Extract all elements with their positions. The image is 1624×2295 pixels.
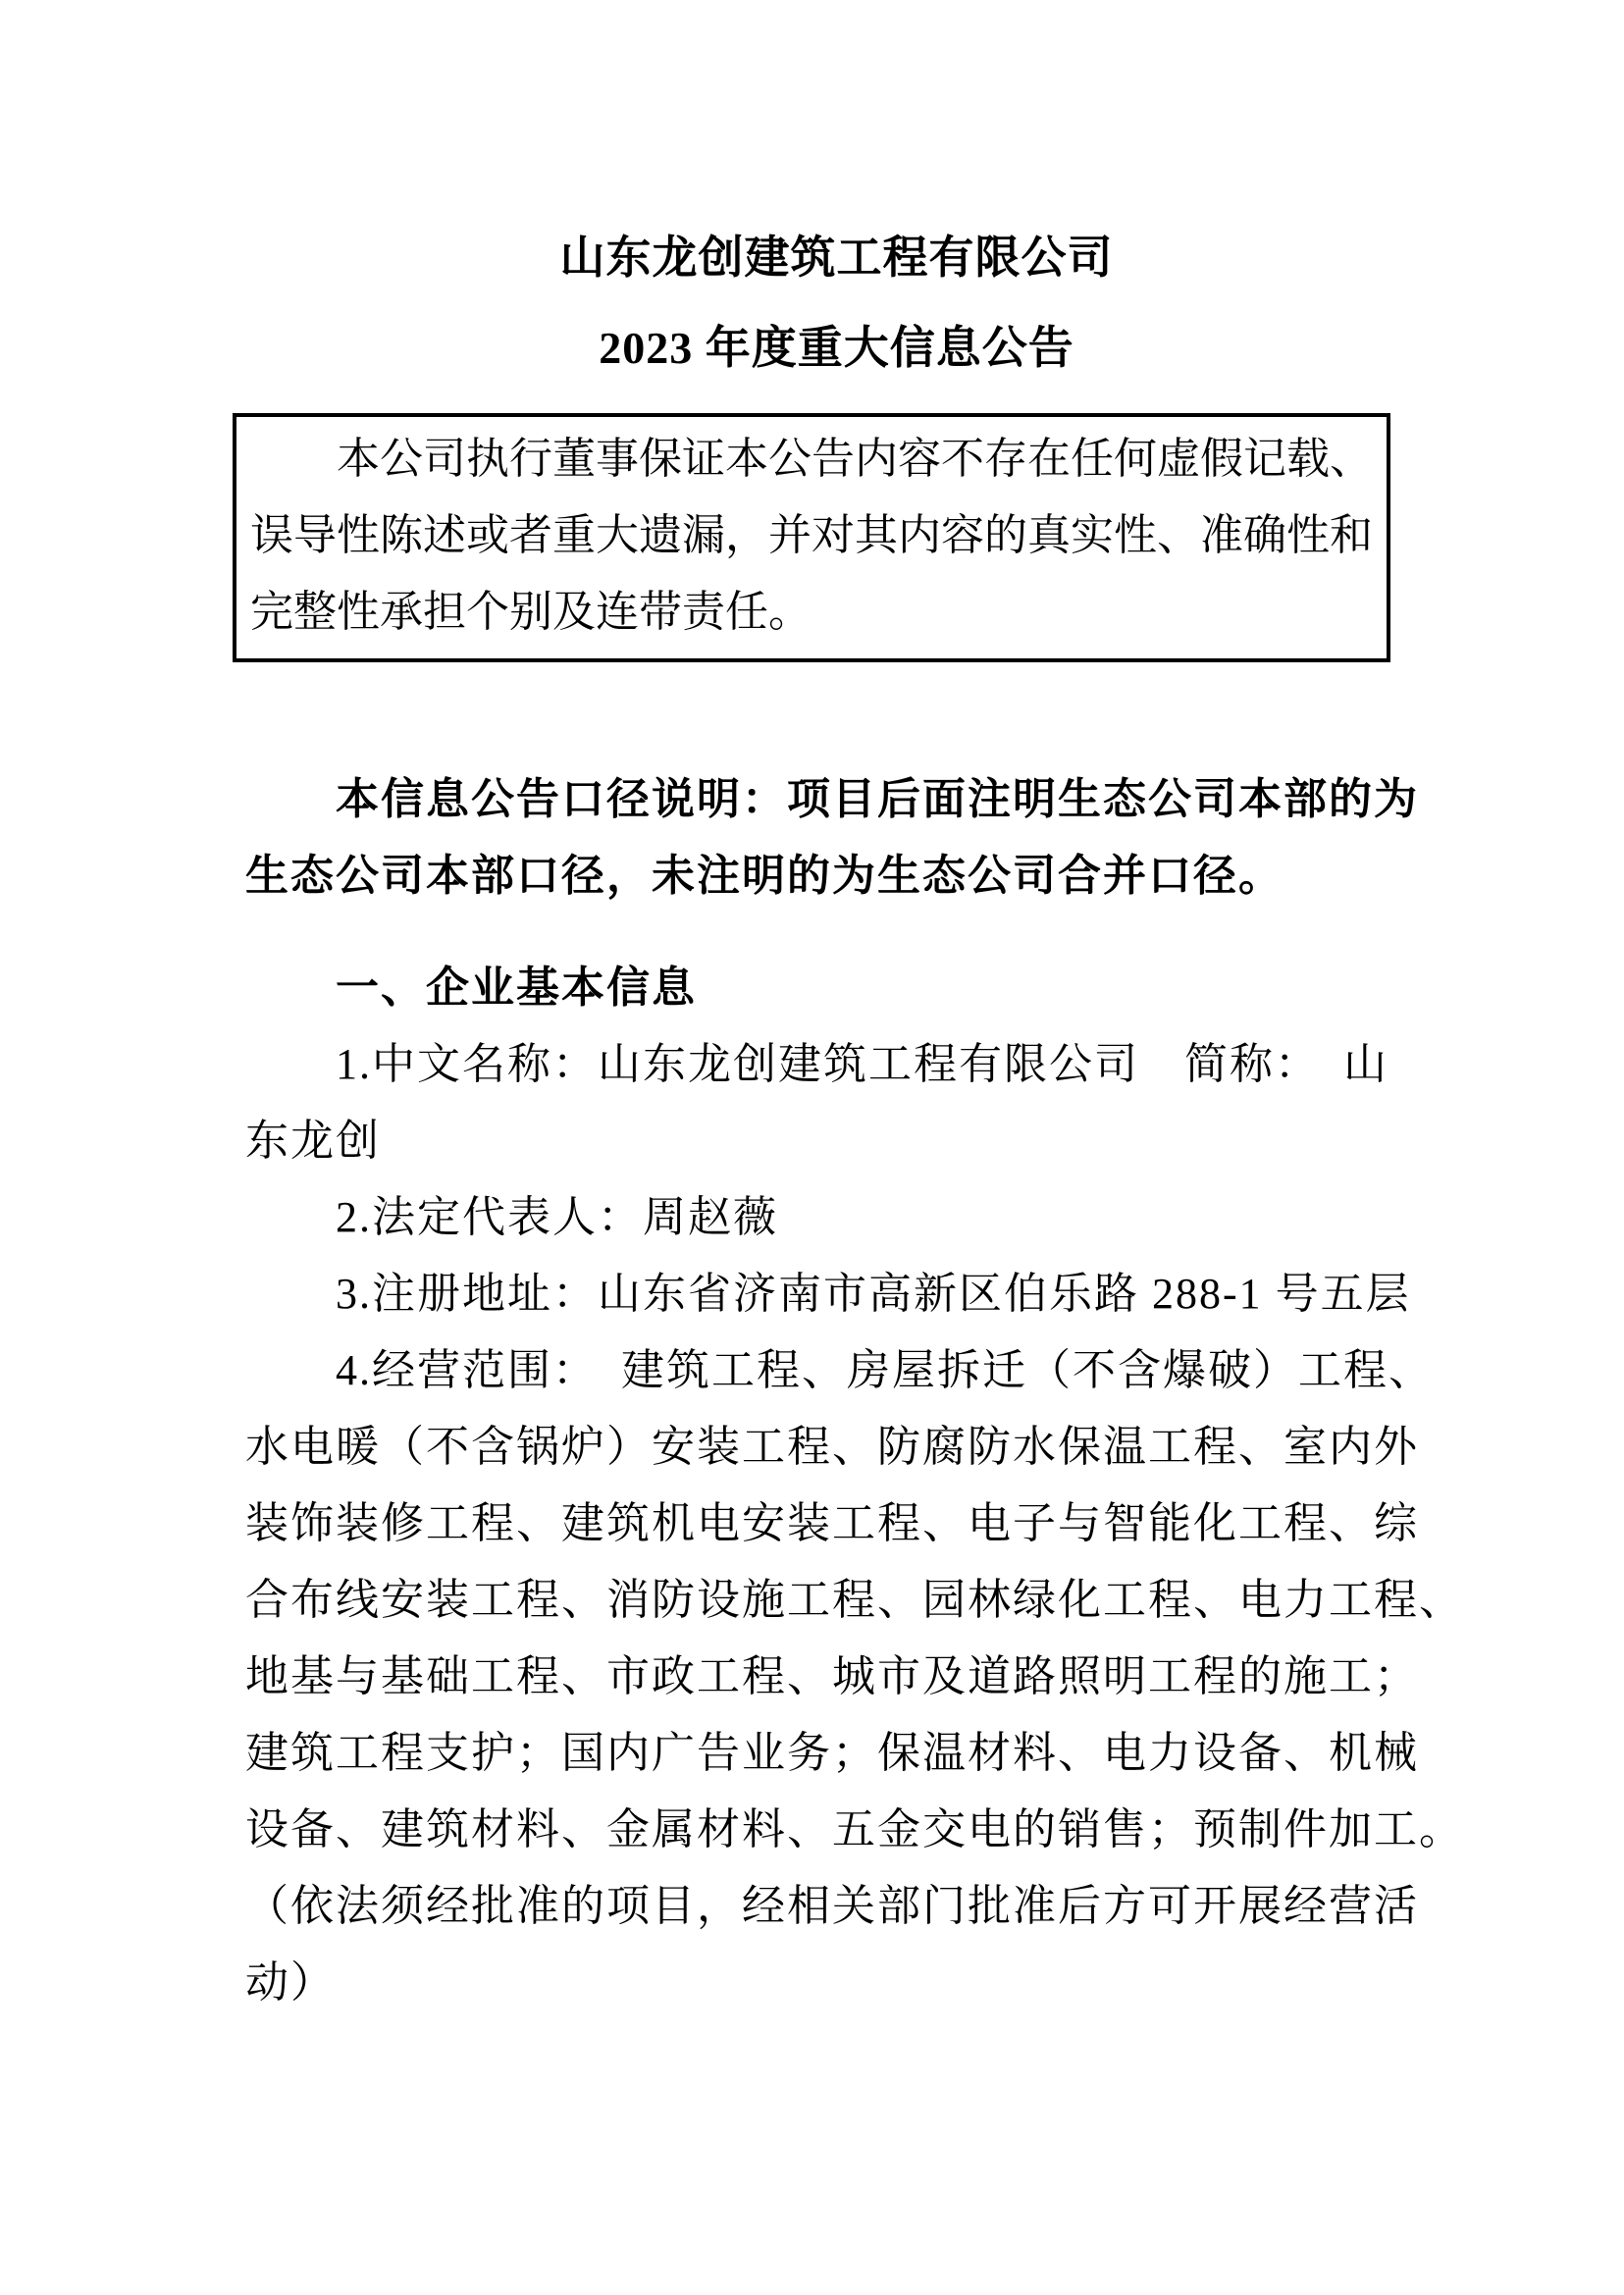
page-title-line-1: 山东龙创建筑工程有限公司 bbox=[559, 233, 1114, 283]
document-content bbox=[245, 229, 1464, 2021]
item-line: 动） bbox=[245, 1958, 336, 2007]
disclaimer-line: 误导性陈述或者重大遗漏，并对其内容的真实性、准确性和 bbox=[250, 511, 1373, 559]
item-business-scope bbox=[245, 1332, 1464, 2021]
item-line: （依法须经批准的项目，经相关部门批准后方可开展经营活 bbox=[245, 1882, 1419, 1930]
item-line: 东龙创 bbox=[245, 1117, 381, 1165]
item-chinese-name bbox=[245, 1026, 1428, 1179]
section-heading-basic-info: 一、企业基本信息 bbox=[336, 964, 697, 1012]
disclaimer-line: 本公司执行董事保证本公告内容不存在任何虚假记载、 bbox=[337, 435, 1373, 483]
disclaimer-line: 完整性承担个别及连带责任。 bbox=[250, 588, 812, 636]
page-title-line-2: 2023 年度重大信息公告 bbox=[599, 323, 1074, 373]
caliber-note-line: 生态公司本部口径，未注明的为生态公司合并口径。 bbox=[245, 852, 1283, 900]
disclaimer-box bbox=[233, 413, 1390, 662]
item-registered-address: 3.注册地址：山东省济南市高新区伯乐路 288-1 号五层 bbox=[336, 1270, 1411, 1318]
item-line: 建筑工程支护；国内广告业务；保温材料、电力设备、机械 bbox=[245, 1729, 1419, 1777]
item-line: 4.经营范围： 建筑工程、房屋拆迁（不含爆破）工程、 bbox=[336, 1346, 1434, 1394]
caliber-note-line: 本信息公告口径说明：项目后面注明生态公司本部的为 bbox=[336, 775, 1419, 823]
item-line: 1.中文名称：山东龙创建筑工程有限公司 简称： 山 bbox=[336, 1040, 1388, 1088]
item-line: 地基与基础工程、市政工程、城市及道路照明工程的施工； bbox=[245, 1652, 1419, 1700]
item-line: 水电暖（不含锅炉）安装工程、防腐防水保温工程、室内外 bbox=[245, 1423, 1419, 1471]
item-line: 合布线安装工程、消防设施工程、园林绿化工程、电力工程、 bbox=[245, 1576, 1464, 1624]
caliber-note-paragraph bbox=[245, 761, 1428, 914]
item-line: 装饰装修工程、建筑机电安装工程、电子与智能化工程、综 bbox=[245, 1499, 1419, 1547]
item-legal-representative: 2.法定代表人：周赵薇 bbox=[336, 1193, 778, 1241]
item-line: 设备、建筑材料、金属材料、五金交电的销售；预制件加工。 bbox=[245, 1805, 1464, 1853]
